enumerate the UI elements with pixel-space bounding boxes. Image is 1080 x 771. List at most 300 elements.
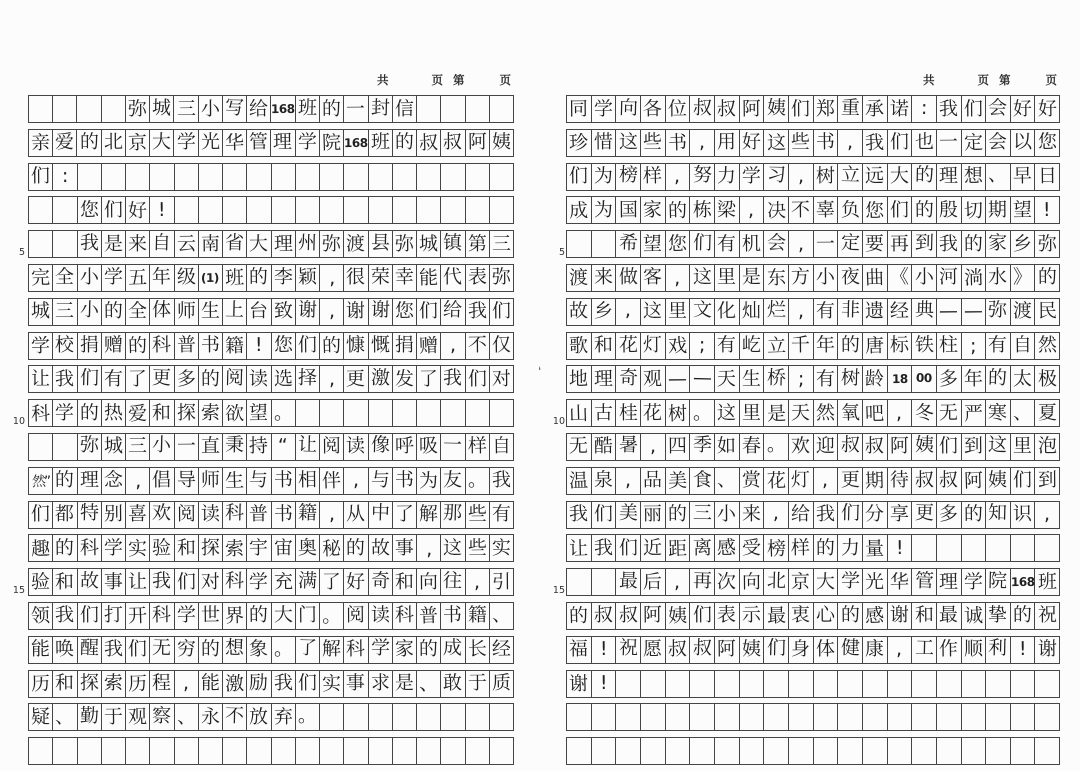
grid-cell <box>1034 703 1060 731</box>
grid-cell <box>615 501 641 529</box>
grid-cell <box>615 332 641 360</box>
handwritten-char: 方 <box>791 266 811 289</box>
grid-cell <box>788 433 814 461</box>
handwritten-char: 京 <box>127 132 148 155</box>
handwritten-char: 科 <box>346 638 366 661</box>
grid-cell <box>714 636 740 664</box>
page-counter-label: 共 <box>923 73 936 87</box>
handwritten-char: 我 <box>103 638 123 661</box>
handwritten-char: 里 <box>741 401 762 424</box>
grid-cell <box>125 501 150 529</box>
grid-cell <box>985 95 1011 123</box>
grid-cell <box>440 298 465 326</box>
grid-cell <box>1034 365 1060 393</box>
handwritten-char: 顺 <box>963 638 983 661</box>
grid-cell <box>837 332 863 360</box>
handwritten-char: 县 <box>370 231 390 254</box>
handwritten-char: 叔 <box>667 638 688 661</box>
grid-row <box>28 332 514 360</box>
handwritten-char: 渡 <box>1013 300 1033 323</box>
grid-cell <box>788 467 814 495</box>
handwritten-char: 榜 <box>618 163 638 187</box>
grid-cell <box>125 196 150 224</box>
grid-cell <box>222 670 247 698</box>
grid-cell <box>149 95 174 123</box>
grid-cell <box>319 196 344 224</box>
handwritten-char: 习 <box>766 163 786 187</box>
grid-cell <box>77 196 102 224</box>
handwritten-char: 姨 <box>491 131 512 154</box>
grid-cell <box>416 670 441 698</box>
grid-cell <box>911 196 937 224</box>
grid-cell <box>489 433 514 461</box>
grid-cell <box>368 264 393 292</box>
grid-cell <box>392 737 417 765</box>
grid-cell <box>689 670 715 698</box>
grid-row <box>28 365 514 393</box>
handwritten-char: 我 <box>273 671 293 695</box>
handwritten-char: 灿 <box>741 300 762 323</box>
grid-cell <box>961 670 987 698</box>
handwritten-char: 理 <box>593 367 614 390</box>
grid-row <box>28 433 514 461</box>
handwritten-char: 理 <box>939 164 959 188</box>
handwritten-char: 和 <box>152 401 172 424</box>
grid-row <box>566 129 1060 157</box>
handwritten-char: 客 <box>643 266 663 289</box>
handwritten-char: 一 <box>815 232 836 255</box>
handwritten-char: 和 <box>55 570 75 593</box>
grid-cell <box>911 399 937 427</box>
handwritten-char: 州 <box>297 231 318 254</box>
grid-cell <box>319 365 344 393</box>
handwritten-char: 别 <box>103 502 123 526</box>
grid-cell <box>222 230 247 258</box>
grid-cell <box>689 163 715 191</box>
grid-cell <box>125 433 150 461</box>
handwritten-char: 导 <box>176 469 196 492</box>
grid-cell <box>246 467 271 495</box>
grid-cell <box>566 737 592 765</box>
grid-row <box>28 568 514 596</box>
handwritten-char: 界 <box>224 605 245 628</box>
grid-cell <box>665 332 691 360</box>
handwritten-char: , <box>1044 503 1051 526</box>
grid-row <box>566 95 1060 123</box>
grid-cell <box>28 670 53 698</box>
grid-cell <box>689 230 715 258</box>
grid-cell <box>1010 534 1036 562</box>
grid-cell <box>566 95 592 123</box>
handwritten-char: 分 <box>865 502 885 526</box>
handwritten-char: 自 <box>152 231 172 254</box>
grid-cell <box>837 163 863 191</box>
handwritten-char: 普 <box>418 605 439 628</box>
handwritten-char: 更 <box>840 469 860 492</box>
grid-cell <box>149 602 174 630</box>
grid-cell <box>1010 129 1036 157</box>
grid-cell <box>911 568 937 596</box>
grid-cell <box>77 534 102 562</box>
handwritten-char: 吧 <box>864 402 885 425</box>
grid-cell <box>985 230 1011 258</box>
grid-cell <box>368 332 393 360</box>
handwritten-char: 有 <box>717 232 737 255</box>
grid-cell <box>222 534 247 562</box>
handwritten-char: 识 <box>1013 502 1033 526</box>
handwritten-char: 承 <box>865 97 885 120</box>
handwritten-char: 的 <box>418 638 439 661</box>
grid-cell <box>1010 163 1036 191</box>
grid-cell <box>1010 196 1036 224</box>
handwritten-char: 重 <box>840 96 860 119</box>
handwritten-char: 18 <box>891 372 908 387</box>
handwritten-char: 与 <box>249 469 269 492</box>
handwritten-char: 有 <box>988 333 1008 357</box>
grid-cell <box>222 433 247 461</box>
handwritten-char: 的 <box>840 333 860 357</box>
handwritten-char: 郑 <box>815 97 836 120</box>
grid-cell <box>1010 737 1036 765</box>
handwritten-char: , <box>698 131 706 154</box>
grid-cell <box>911 264 937 292</box>
grid-cell <box>640 129 666 157</box>
grid-cell <box>125 670 150 698</box>
handwritten-char: 感 <box>864 605 885 628</box>
grid-cell <box>1034 568 1060 596</box>
handwritten-char: 非 <box>840 299 860 322</box>
grid-row <box>28 129 514 157</box>
handwritten-char: 栋 <box>692 198 712 221</box>
handwritten-char: , <box>772 501 780 525</box>
grid-cell <box>1034 501 1060 529</box>
handwritten-char: 的 <box>127 334 148 358</box>
handwritten-char: 我 <box>569 502 589 526</box>
handwritten-char: 们 <box>939 435 959 458</box>
handwritten-char: 们 <box>79 366 99 390</box>
grid-row <box>566 264 1060 292</box>
grid-cell <box>368 501 393 529</box>
handwritten-char: 是 <box>766 402 786 425</box>
grid-cell <box>961 501 987 529</box>
grid-cell <box>149 230 174 258</box>
handwritten-char: , <box>797 232 804 255</box>
handwritten-char: 小 <box>152 434 172 457</box>
handwritten-char: 质 <box>491 671 511 695</box>
handwritten-char: 们 <box>1013 469 1033 492</box>
grid-row <box>28 602 514 630</box>
handwritten-char: 美 <box>618 501 638 525</box>
grid-cell <box>862 196 888 224</box>
handwritten-char: 华 <box>889 570 909 593</box>
margin-line-number: 5 <box>18 247 25 259</box>
handwritten-char: 位 <box>667 97 688 120</box>
handwritten-char: 管 <box>914 569 934 592</box>
handwritten-char: 早 <box>1013 164 1033 188</box>
grid-cell <box>665 501 691 529</box>
handwritten-char: 有 <box>103 367 123 390</box>
handwritten-char: 您 <box>864 199 885 223</box>
grid-cell <box>465 196 490 224</box>
handwritten-char: 事 <box>394 536 414 559</box>
handwritten-char: 阅 <box>224 366 245 390</box>
grid-cell <box>566 703 592 731</box>
grid-cell <box>465 602 490 630</box>
handwritten-char: 》 <box>1013 266 1033 289</box>
grid-cell <box>271 534 296 562</box>
grid-cell <box>101 737 126 765</box>
grid-cell <box>465 365 490 393</box>
grid-cell <box>271 230 296 258</box>
grid-cell <box>813 636 839 664</box>
grid-cell <box>961 703 987 731</box>
handwritten-char: 级 <box>176 266 196 289</box>
grid-cell <box>739 467 765 495</box>
grid-cell <box>763 534 789 562</box>
handwritten-char: 让 <box>568 537 589 561</box>
handwritten-char: 们 <box>127 638 148 661</box>
grid-row <box>566 230 1060 258</box>
grid-cell <box>591 636 617 664</box>
handwritten-char: 样 <box>791 536 811 559</box>
handwritten-char: 的 <box>914 163 934 187</box>
grid-cell <box>28 365 53 393</box>
handwritten-char: 。 <box>297 704 318 728</box>
handwritten-char: 是 <box>103 232 123 255</box>
grid-cell <box>271 467 296 495</box>
grid-cell <box>246 399 271 427</box>
grid-cell <box>174 636 199 664</box>
handwritten-char: 成 <box>568 199 589 223</box>
handwritten-char: 班 <box>370 131 390 154</box>
handwritten-char: 三 <box>127 435 148 458</box>
grid-cell <box>28 399 53 427</box>
grid-cell <box>416 332 441 360</box>
grid-cell <box>295 534 320 562</box>
handwritten-char: 您 <box>79 198 99 221</box>
handwritten-char: 、 <box>717 469 737 492</box>
grid-cell <box>640 365 666 393</box>
grid-cell <box>1034 467 1060 495</box>
handwritten-char: 样 <box>643 164 663 188</box>
handwritten-char: 样 <box>467 435 487 458</box>
grid-cell <box>788 534 814 562</box>
grid-cell <box>615 230 641 258</box>
handwritten-char: 大 <box>815 570 836 593</box>
handwritten-char: 完 <box>30 267 51 290</box>
grid-cell <box>1010 501 1036 529</box>
grid-cell <box>985 501 1011 529</box>
grid-cell <box>566 568 592 596</box>
handwritten-char: 都 <box>55 502 75 526</box>
handwritten-char: 标 <box>889 333 909 357</box>
handwritten-char: 姨 <box>667 605 688 628</box>
handwritten-char: 秘 <box>321 537 342 561</box>
handwritten-char: 做 <box>618 266 638 289</box>
grid-cell <box>343 298 368 326</box>
grid-cell <box>591 95 617 123</box>
grid-cell <box>961 399 987 427</box>
handwritten-char: 为 <box>593 164 614 188</box>
grid-row <box>28 501 514 529</box>
grid-cell <box>271 636 296 664</box>
grid-cell <box>440 636 465 664</box>
handwritten-char: 学 <box>840 569 860 592</box>
grid-row <box>28 163 514 191</box>
handwritten-char: 科 <box>152 604 172 627</box>
handwritten-char: ! <box>1043 198 1052 221</box>
grid-cell <box>665 196 691 224</box>
handwritten-char: 阿 <box>643 604 663 627</box>
grid-cell <box>961 534 987 562</box>
handwritten-char: 寒 <box>988 401 1008 424</box>
grid-cell <box>591 196 617 224</box>
handwritten-char: 好 <box>1037 97 1057 120</box>
handwritten-char: 欢 <box>791 435 811 458</box>
grid-cell <box>246 163 271 191</box>
handwritten-char: 为 <box>593 198 614 221</box>
grid-cell <box>489 332 514 360</box>
grid-cell <box>489 703 514 731</box>
grid-cell <box>295 467 320 495</box>
handwritten-char: 知 <box>988 501 1008 525</box>
grid-cell <box>739 568 765 596</box>
grid-cell <box>246 670 271 698</box>
handwritten-char: 捐 <box>79 333 99 357</box>
grid-cell <box>52 703 77 731</box>
handwritten-char: 叔 <box>865 435 885 458</box>
grid-cell <box>149 332 174 360</box>
grid-cell <box>936 737 962 765</box>
grid-row <box>28 264 514 292</box>
grid-cell <box>416 501 441 529</box>
grid-cell <box>125 703 150 731</box>
grid-cell <box>1010 467 1036 495</box>
grid-cell <box>174 365 199 393</box>
handwritten-char: 们 <box>766 637 786 660</box>
grid-cell <box>1034 95 1060 123</box>
handwritten-char: 生 <box>741 367 762 390</box>
handwritten-char: 谢 <box>370 299 390 322</box>
grid-cell <box>640 602 666 630</box>
handwritten-char: , <box>674 165 681 188</box>
handwritten-char: 立 <box>766 334 786 358</box>
handwritten-char: 和 <box>593 333 614 357</box>
grid-cell <box>665 95 691 123</box>
grid-cell <box>368 298 393 326</box>
handwritten-char: 的 <box>55 536 75 559</box>
handwritten-char: 东 <box>766 267 786 290</box>
grid-row <box>28 670 514 698</box>
grid-cell <box>392 129 417 157</box>
handwritten-char: 惜 <box>593 131 614 154</box>
grid-cell <box>319 433 344 461</box>
handwritten-char: 们 <box>889 198 909 221</box>
grid-cell <box>489 568 514 596</box>
grid-cell <box>1010 264 1036 292</box>
handwritten-char: 探 <box>79 671 99 695</box>
grid-cell <box>813 534 839 562</box>
handwritten-char: 阿 <box>963 469 984 493</box>
grid-cell <box>149 129 174 157</box>
handwritten-char: 观 <box>643 367 663 390</box>
grid-cell <box>936 433 962 461</box>
grid-cell <box>368 670 393 698</box>
grid-cell <box>837 636 863 664</box>
grid-cell <box>222 568 247 596</box>
handwritten-char: 身 <box>791 638 811 661</box>
handwritten-char: 激 <box>370 366 390 390</box>
handwritten-char: 待 <box>889 469 909 492</box>
grid-cell <box>295 737 320 765</box>
handwritten-char: 穷 <box>176 638 196 661</box>
handwritten-char: 铁 <box>914 333 934 357</box>
handwritten-char: 灯 <box>791 469 811 492</box>
grid-cell <box>343 636 368 664</box>
grid-cell <box>319 95 344 123</box>
grid-cell <box>961 264 987 292</box>
grid-cell <box>862 365 888 393</box>
grid-cell <box>862 332 888 360</box>
grid-cell <box>295 196 320 224</box>
grid-cell <box>77 433 102 461</box>
grid-cell <box>714 737 740 765</box>
grid-cell <box>52 636 77 664</box>
margin-line-number: 5 <box>558 247 565 259</box>
grid-cell <box>837 737 863 765</box>
handwritten-char: 们 <box>79 604 99 627</box>
handwritten-char: 了 <box>418 367 439 390</box>
handwritten-char: ! <box>254 334 263 357</box>
handwritten-char: , <box>748 198 755 221</box>
grid-cell <box>489 95 514 123</box>
grid-cell <box>125 636 150 664</box>
handwritten-char: 科 <box>79 536 99 559</box>
handwritten-char: 不 <box>791 198 811 221</box>
grid-cell <box>125 129 150 157</box>
grid-cell <box>343 467 368 495</box>
handwritten-char: 了 <box>321 570 342 593</box>
grid-cell <box>566 636 592 664</box>
grid-cell <box>837 129 863 157</box>
handwritten-char: 春 <box>741 435 762 458</box>
handwritten-char: 乡 <box>593 300 614 323</box>
grid-cell <box>343 737 368 765</box>
handwritten-char: 利 <box>988 637 1008 660</box>
handwritten-char: , <box>328 503 335 526</box>
grid-cell <box>174 163 199 191</box>
grid-cell <box>246 636 271 664</box>
grid-cell <box>739 264 765 292</box>
handwritten-char: 望 <box>249 401 269 424</box>
handwritten-char: 一 <box>176 435 196 458</box>
handwritten-char: 谢 <box>297 299 318 322</box>
grid-cell <box>440 196 465 224</box>
grid-cell <box>343 365 368 393</box>
handwritten-char: 三 <box>491 232 511 255</box>
handwritten-char: 祝 <box>618 637 638 660</box>
handwritten-char: 弥 <box>127 97 148 120</box>
handwritten-char: 和 <box>55 671 75 695</box>
grid-cell <box>862 467 888 495</box>
grid-cell <box>343 433 368 461</box>
handwritten-char: 一 <box>939 131 959 154</box>
handwritten-char: 山 <box>568 402 589 425</box>
grid-cell <box>101 230 126 258</box>
handwritten-char: 负 <box>840 198 860 221</box>
handwritten-char: 第 <box>467 232 487 255</box>
grid-cell <box>961 467 987 495</box>
